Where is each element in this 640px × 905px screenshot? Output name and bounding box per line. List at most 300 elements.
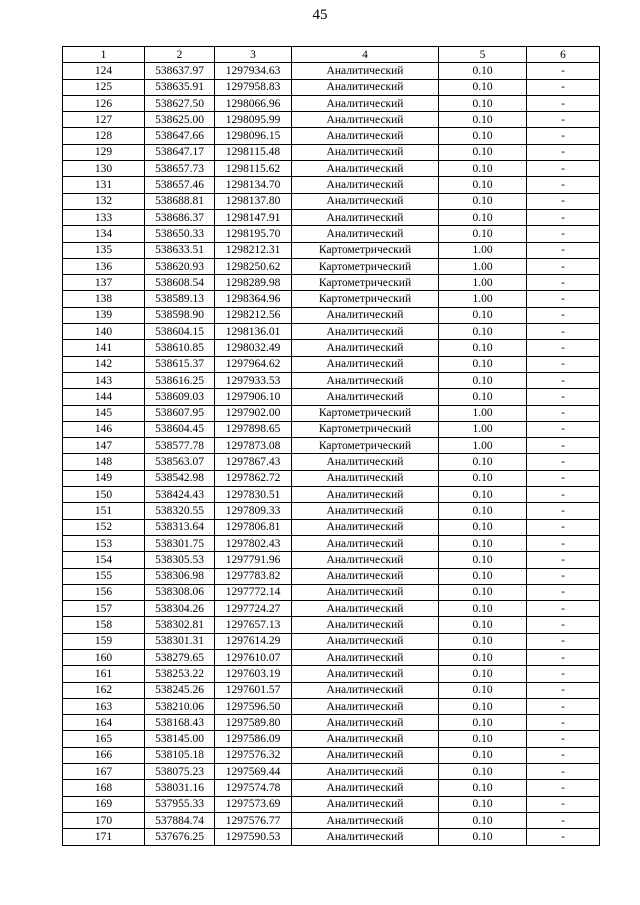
table-row bbox=[63, 584, 600, 600]
y-coordinate-cell: 1297569.44 bbox=[215, 764, 292, 780]
y-coordinate-cell: 1297724.27 bbox=[215, 601, 292, 617]
table-row bbox=[63, 812, 600, 828]
y-coordinate-cell: 1298212.31 bbox=[215, 242, 292, 258]
table-row bbox=[63, 454, 600, 470]
method-cell: Аналитический bbox=[292, 63, 439, 79]
x-coordinate-cell: 538650.33 bbox=[145, 226, 215, 242]
method-cell: Картометрический bbox=[292, 242, 439, 258]
note-cell: - bbox=[527, 258, 600, 274]
point-number-cell: 128 bbox=[63, 128, 145, 144]
point-number-cell: 141 bbox=[63, 340, 145, 356]
x-coordinate-cell: 538105.18 bbox=[145, 747, 215, 763]
table-row bbox=[63, 405, 600, 421]
accuracy-cell: 0.10 bbox=[439, 112, 527, 128]
y-coordinate-cell: 1298289.98 bbox=[215, 275, 292, 291]
accuracy-cell: 0.10 bbox=[439, 193, 527, 209]
table-body bbox=[63, 63, 600, 845]
point-number-cell: 138 bbox=[63, 291, 145, 307]
table-row bbox=[63, 747, 600, 763]
point-number-cell: 171 bbox=[63, 829, 145, 845]
point-number-cell: 153 bbox=[63, 535, 145, 551]
table-row bbox=[63, 291, 600, 307]
accuracy-cell: 0.10 bbox=[439, 519, 527, 535]
note-cell: - bbox=[527, 666, 600, 682]
point-number-cell: 156 bbox=[63, 584, 145, 600]
note-cell: - bbox=[527, 747, 600, 763]
note-cell: - bbox=[527, 454, 600, 470]
point-number-cell: 144 bbox=[63, 389, 145, 405]
method-cell: Аналитический bbox=[292, 487, 439, 503]
table-header-row bbox=[63, 47, 600, 63]
note-cell: - bbox=[527, 617, 600, 633]
point-number-cell: 151 bbox=[63, 503, 145, 519]
method-cell: Аналитический bbox=[292, 193, 439, 209]
y-coordinate-cell: 1297906.10 bbox=[215, 389, 292, 405]
x-coordinate-cell: 538647.66 bbox=[145, 128, 215, 144]
table-row bbox=[63, 144, 600, 160]
y-coordinate-cell: 1297964.62 bbox=[215, 356, 292, 372]
x-coordinate-cell: 538279.65 bbox=[145, 649, 215, 665]
point-number-cell: 159 bbox=[63, 633, 145, 649]
point-number-cell: 131 bbox=[63, 177, 145, 193]
table-row bbox=[63, 275, 600, 291]
table-row bbox=[63, 79, 600, 95]
accuracy-cell: 0.10 bbox=[439, 356, 527, 372]
point-number-cell: 142 bbox=[63, 356, 145, 372]
accuracy-cell: 0.10 bbox=[439, 79, 527, 95]
accuracy-cell: 0.10 bbox=[439, 731, 527, 747]
point-number-cell: 164 bbox=[63, 715, 145, 731]
table-row bbox=[63, 226, 600, 242]
point-number-cell: 135 bbox=[63, 242, 145, 258]
x-coordinate-cell: 538589.13 bbox=[145, 291, 215, 307]
accuracy-cell: 0.10 bbox=[439, 829, 527, 845]
method-cell: Аналитический bbox=[292, 796, 439, 812]
table-row bbox=[63, 666, 600, 682]
point-number-cell: 148 bbox=[63, 454, 145, 470]
method-cell: Аналитический bbox=[292, 226, 439, 242]
column-header: 6 bbox=[527, 47, 600, 63]
y-coordinate-cell: 1298364.96 bbox=[215, 291, 292, 307]
accuracy-cell: 0.10 bbox=[439, 454, 527, 470]
y-coordinate-cell: 1298096.15 bbox=[215, 128, 292, 144]
point-number-cell: 134 bbox=[63, 226, 145, 242]
table-row bbox=[63, 128, 600, 144]
point-number-cell: 162 bbox=[63, 682, 145, 698]
x-coordinate-cell: 538304.26 bbox=[145, 601, 215, 617]
accuracy-cell: 0.10 bbox=[439, 633, 527, 649]
note-cell: - bbox=[527, 519, 600, 535]
point-number-cell: 161 bbox=[63, 666, 145, 682]
note-cell: - bbox=[527, 177, 600, 193]
point-number-cell: 130 bbox=[63, 161, 145, 177]
x-coordinate-cell: 538598.90 bbox=[145, 307, 215, 323]
x-coordinate-cell: 537884.74 bbox=[145, 812, 215, 828]
x-coordinate-cell: 538647.17 bbox=[145, 144, 215, 160]
method-cell: Аналитический bbox=[292, 568, 439, 584]
note-cell: - bbox=[527, 487, 600, 503]
note-cell: - bbox=[527, 649, 600, 665]
point-number-cell: 165 bbox=[63, 731, 145, 747]
note-cell: - bbox=[527, 372, 600, 388]
method-cell: Аналитический bbox=[292, 144, 439, 160]
x-coordinate-cell: 538625.00 bbox=[145, 112, 215, 128]
method-cell: Аналитический bbox=[292, 829, 439, 845]
x-coordinate-cell: 538615.37 bbox=[145, 356, 215, 372]
table-row bbox=[63, 470, 600, 486]
accuracy-cell: 0.10 bbox=[439, 552, 527, 568]
x-coordinate-cell: 538563.07 bbox=[145, 454, 215, 470]
note-cell: - bbox=[527, 601, 600, 617]
method-cell: Аналитический bbox=[292, 535, 439, 551]
note-cell: - bbox=[527, 275, 600, 291]
point-number-cell: 152 bbox=[63, 519, 145, 535]
y-coordinate-cell: 1297862.72 bbox=[215, 470, 292, 486]
y-coordinate-cell: 1297589.80 bbox=[215, 715, 292, 731]
point-number-cell: 132 bbox=[63, 193, 145, 209]
y-coordinate-cell: 1297573.69 bbox=[215, 796, 292, 812]
y-coordinate-cell: 1297586.09 bbox=[215, 731, 292, 747]
point-number-cell: 168 bbox=[63, 780, 145, 796]
note-cell: - bbox=[527, 535, 600, 551]
x-coordinate-cell: 538637.97 bbox=[145, 63, 215, 79]
y-coordinate-cell: 1297601.57 bbox=[215, 682, 292, 698]
point-number-cell: 126 bbox=[63, 95, 145, 111]
x-coordinate-cell: 537955.33 bbox=[145, 796, 215, 812]
point-number-cell: 147 bbox=[63, 438, 145, 454]
point-number-cell: 166 bbox=[63, 747, 145, 763]
x-coordinate-cell: 538301.75 bbox=[145, 535, 215, 551]
y-coordinate-cell: 1298136.01 bbox=[215, 324, 292, 340]
table-row bbox=[63, 356, 600, 372]
point-number-cell: 146 bbox=[63, 421, 145, 437]
y-coordinate-cell: 1297590.53 bbox=[215, 829, 292, 845]
y-coordinate-cell: 1297603.19 bbox=[215, 666, 292, 682]
accuracy-cell: 1.00 bbox=[439, 438, 527, 454]
note-cell: - bbox=[527, 715, 600, 731]
method-cell: Аналитический bbox=[292, 731, 439, 747]
column-header: 3 bbox=[215, 47, 292, 63]
table-row bbox=[63, 535, 600, 551]
accuracy-cell: 0.10 bbox=[439, 601, 527, 617]
x-coordinate-cell: 538542.98 bbox=[145, 470, 215, 486]
accuracy-cell: 0.10 bbox=[439, 63, 527, 79]
method-cell: Картометрический bbox=[292, 405, 439, 421]
method-cell: Аналитический bbox=[292, 95, 439, 111]
method-cell: Аналитический bbox=[292, 470, 439, 486]
accuracy-cell: 0.10 bbox=[439, 812, 527, 828]
point-number-cell: 143 bbox=[63, 372, 145, 388]
table-row bbox=[63, 161, 600, 177]
x-coordinate-cell: 538657.46 bbox=[145, 177, 215, 193]
x-coordinate-cell: 538424.43 bbox=[145, 487, 215, 503]
point-number-cell: 169 bbox=[63, 796, 145, 812]
accuracy-cell: 0.10 bbox=[439, 226, 527, 242]
method-cell: Аналитический bbox=[292, 128, 439, 144]
y-coordinate-cell: 1297830.51 bbox=[215, 487, 292, 503]
x-coordinate-cell: 538609.03 bbox=[145, 389, 215, 405]
point-number-cell: 136 bbox=[63, 258, 145, 274]
method-cell: Аналитический bbox=[292, 112, 439, 128]
x-coordinate-cell: 538608.54 bbox=[145, 275, 215, 291]
y-coordinate-cell: 1297574.78 bbox=[215, 780, 292, 796]
note-cell: - bbox=[527, 112, 600, 128]
point-number-cell: 133 bbox=[63, 209, 145, 225]
y-coordinate-cell: 1297934.63 bbox=[215, 63, 292, 79]
x-coordinate-cell: 538604.45 bbox=[145, 421, 215, 437]
y-coordinate-cell: 1297610.07 bbox=[215, 649, 292, 665]
table-row bbox=[63, 340, 600, 356]
y-coordinate-cell: 1297902.00 bbox=[215, 405, 292, 421]
note-cell: - bbox=[527, 209, 600, 225]
x-coordinate-cell: 538577.78 bbox=[145, 438, 215, 454]
method-cell: Аналитический bbox=[292, 764, 439, 780]
point-number-cell: 158 bbox=[63, 617, 145, 633]
table-row bbox=[63, 307, 600, 323]
note-cell: - bbox=[527, 193, 600, 209]
method-cell: Картометрический bbox=[292, 421, 439, 437]
x-coordinate-cell: 538075.23 bbox=[145, 764, 215, 780]
table-row bbox=[63, 715, 600, 731]
table-row bbox=[63, 389, 600, 405]
point-number-cell: 139 bbox=[63, 307, 145, 323]
accuracy-cell: 0.10 bbox=[439, 715, 527, 731]
method-cell: Аналитический bbox=[292, 715, 439, 731]
accuracy-cell: 0.10 bbox=[439, 617, 527, 633]
accuracy-cell: 0.10 bbox=[439, 307, 527, 323]
point-number-cell: 149 bbox=[63, 470, 145, 486]
table-row bbox=[63, 698, 600, 714]
x-coordinate-cell: 538688.81 bbox=[145, 193, 215, 209]
y-coordinate-cell: 1298195.70 bbox=[215, 226, 292, 242]
method-cell: Аналитический bbox=[292, 389, 439, 405]
note-cell: - bbox=[527, 503, 600, 519]
method-cell: Аналитический bbox=[292, 682, 439, 698]
table-row bbox=[63, 601, 600, 617]
y-coordinate-cell: 1298095.99 bbox=[215, 112, 292, 128]
note-cell: - bbox=[527, 584, 600, 600]
note-cell: - bbox=[527, 161, 600, 177]
x-coordinate-cell: 538031.16 bbox=[145, 780, 215, 796]
y-coordinate-cell: 1297958.83 bbox=[215, 79, 292, 95]
table-row bbox=[63, 193, 600, 209]
table-row bbox=[63, 258, 600, 274]
point-number-cell: 160 bbox=[63, 649, 145, 665]
y-coordinate-cell: 1298134.70 bbox=[215, 177, 292, 193]
y-coordinate-cell: 1297809.33 bbox=[215, 503, 292, 519]
accuracy-cell: 0.10 bbox=[439, 487, 527, 503]
accuracy-cell: 0.10 bbox=[439, 535, 527, 551]
column-header: 1 bbox=[63, 47, 145, 63]
method-cell: Картометрический bbox=[292, 291, 439, 307]
note-cell: - bbox=[527, 552, 600, 568]
x-coordinate-cell: 538616.25 bbox=[145, 372, 215, 388]
table-row bbox=[63, 487, 600, 503]
note-cell: - bbox=[527, 405, 600, 421]
table-row bbox=[63, 372, 600, 388]
method-cell: Аналитический bbox=[292, 666, 439, 682]
y-coordinate-cell: 1298250.62 bbox=[215, 258, 292, 274]
accuracy-cell: 0.10 bbox=[439, 372, 527, 388]
table-row bbox=[63, 649, 600, 665]
y-coordinate-cell: 1297873.08 bbox=[215, 438, 292, 454]
note-cell: - bbox=[527, 79, 600, 95]
note-cell: - bbox=[527, 144, 600, 160]
table-row bbox=[63, 503, 600, 519]
note-cell: - bbox=[527, 421, 600, 437]
method-cell: Картометрический bbox=[292, 438, 439, 454]
method-cell: Аналитический bbox=[292, 340, 439, 356]
x-coordinate-cell: 538320.55 bbox=[145, 503, 215, 519]
note-cell: - bbox=[527, 128, 600, 144]
table-row bbox=[63, 617, 600, 633]
x-coordinate-cell: 538305.53 bbox=[145, 552, 215, 568]
column-header: 4 bbox=[292, 47, 439, 63]
point-number-cell: 140 bbox=[63, 324, 145, 340]
method-cell: Аналитический bbox=[292, 601, 439, 617]
accuracy-cell: 0.10 bbox=[439, 764, 527, 780]
note-cell: - bbox=[527, 829, 600, 845]
y-coordinate-cell: 1297791.96 bbox=[215, 552, 292, 568]
method-cell: Аналитический bbox=[292, 454, 439, 470]
point-number-cell: 163 bbox=[63, 698, 145, 714]
method-cell: Аналитический bbox=[292, 633, 439, 649]
x-coordinate-cell: 538168.43 bbox=[145, 715, 215, 731]
method-cell: Аналитический bbox=[292, 698, 439, 714]
x-coordinate-cell: 537676.25 bbox=[145, 829, 215, 845]
method-cell: Аналитический bbox=[292, 584, 439, 600]
note-cell: - bbox=[527, 356, 600, 372]
table-row bbox=[63, 438, 600, 454]
accuracy-cell: 0.10 bbox=[439, 209, 527, 225]
method-cell: Аналитический bbox=[292, 649, 439, 665]
point-number-cell: 124 bbox=[63, 63, 145, 79]
method-cell: Картометрический bbox=[292, 275, 439, 291]
y-coordinate-cell: 1297933.53 bbox=[215, 372, 292, 388]
point-number-cell: 155 bbox=[63, 568, 145, 584]
note-cell: - bbox=[527, 682, 600, 698]
accuracy-cell: 0.10 bbox=[439, 161, 527, 177]
y-coordinate-cell: 1297802.43 bbox=[215, 535, 292, 551]
accuracy-cell: 0.10 bbox=[439, 666, 527, 682]
point-number-cell: 129 bbox=[63, 144, 145, 160]
method-cell: Аналитический bbox=[292, 324, 439, 340]
table-row bbox=[63, 568, 600, 584]
accuracy-cell: 0.10 bbox=[439, 144, 527, 160]
table-row bbox=[63, 112, 600, 128]
x-coordinate-cell: 538604.15 bbox=[145, 324, 215, 340]
accuracy-cell: 0.10 bbox=[439, 177, 527, 193]
y-coordinate-cell: 1297576.77 bbox=[215, 812, 292, 828]
accuracy-cell: 1.00 bbox=[439, 275, 527, 291]
x-coordinate-cell: 538210.06 bbox=[145, 698, 215, 714]
y-coordinate-cell: 1297657.13 bbox=[215, 617, 292, 633]
x-coordinate-cell: 538635.91 bbox=[145, 79, 215, 95]
note-cell: - bbox=[527, 470, 600, 486]
x-coordinate-cell: 538657.73 bbox=[145, 161, 215, 177]
accuracy-cell: 0.10 bbox=[439, 698, 527, 714]
table-row bbox=[63, 209, 600, 225]
point-number-cell: 125 bbox=[63, 79, 145, 95]
note-cell: - bbox=[527, 633, 600, 649]
note-cell: - bbox=[527, 226, 600, 242]
note-cell: - bbox=[527, 698, 600, 714]
table-row bbox=[63, 780, 600, 796]
x-coordinate-cell: 538253.22 bbox=[145, 666, 215, 682]
note-cell: - bbox=[527, 764, 600, 780]
accuracy-cell: 0.10 bbox=[439, 503, 527, 519]
method-cell: Аналитический bbox=[292, 519, 439, 535]
accuracy-cell: 1.00 bbox=[439, 242, 527, 258]
column-header: 2 bbox=[145, 47, 215, 63]
accuracy-cell: 1.00 bbox=[439, 291, 527, 307]
table-row bbox=[63, 421, 600, 437]
accuracy-cell: 0.10 bbox=[439, 682, 527, 698]
x-coordinate-cell: 538627.50 bbox=[145, 95, 215, 111]
x-coordinate-cell: 538302.81 bbox=[145, 617, 215, 633]
accuracy-cell: 0.10 bbox=[439, 780, 527, 796]
accuracy-cell: 0.10 bbox=[439, 649, 527, 665]
note-cell: - bbox=[527, 307, 600, 323]
accuracy-cell: 0.10 bbox=[439, 568, 527, 584]
accuracy-cell: 0.10 bbox=[439, 128, 527, 144]
y-coordinate-cell: 1297898.65 bbox=[215, 421, 292, 437]
table-row bbox=[63, 552, 600, 568]
method-cell: Аналитический bbox=[292, 552, 439, 568]
y-coordinate-cell: 1297772.14 bbox=[215, 584, 292, 600]
x-coordinate-cell: 538145.00 bbox=[145, 731, 215, 747]
method-cell: Аналитический bbox=[292, 617, 439, 633]
y-coordinate-cell: 1298147.91 bbox=[215, 209, 292, 225]
point-number-cell: 157 bbox=[63, 601, 145, 617]
y-coordinate-cell: 1298066.96 bbox=[215, 95, 292, 111]
accuracy-cell: 0.10 bbox=[439, 747, 527, 763]
point-number-cell: 137 bbox=[63, 275, 145, 291]
y-coordinate-cell: 1298212.56 bbox=[215, 307, 292, 323]
table-row bbox=[63, 682, 600, 698]
x-coordinate-cell: 538301.31 bbox=[145, 633, 215, 649]
point-number-cell: 167 bbox=[63, 764, 145, 780]
note-cell: - bbox=[527, 389, 600, 405]
y-coordinate-cell: 1297576.32 bbox=[215, 747, 292, 763]
method-cell: Аналитический bbox=[292, 503, 439, 519]
page-number: 45 bbox=[312, 7, 328, 23]
table-row bbox=[63, 63, 600, 79]
method-cell: Аналитический bbox=[292, 307, 439, 323]
method-cell: Аналитический bbox=[292, 79, 439, 95]
note-cell: - bbox=[527, 568, 600, 584]
x-coordinate-cell: 538620.93 bbox=[145, 258, 215, 274]
method-cell: Картометрический bbox=[292, 258, 439, 274]
point-number-cell: 170 bbox=[63, 812, 145, 828]
y-coordinate-cell: 1298115.62 bbox=[215, 161, 292, 177]
table-row bbox=[63, 177, 600, 193]
method-cell: Аналитический bbox=[292, 161, 439, 177]
accuracy-cell: 0.10 bbox=[439, 470, 527, 486]
method-cell: Аналитический bbox=[292, 812, 439, 828]
y-coordinate-cell: 1298115.48 bbox=[215, 144, 292, 160]
point-number-cell: 154 bbox=[63, 552, 145, 568]
note-cell: - bbox=[527, 731, 600, 747]
x-coordinate-cell: 538308.06 bbox=[145, 584, 215, 600]
note-cell: - bbox=[527, 63, 600, 79]
table-row bbox=[63, 633, 600, 649]
note-cell: - bbox=[527, 780, 600, 796]
x-coordinate-cell: 538306.98 bbox=[145, 568, 215, 584]
note-cell: - bbox=[527, 796, 600, 812]
table-row bbox=[63, 829, 600, 845]
coordinates-table bbox=[62, 46, 600, 846]
